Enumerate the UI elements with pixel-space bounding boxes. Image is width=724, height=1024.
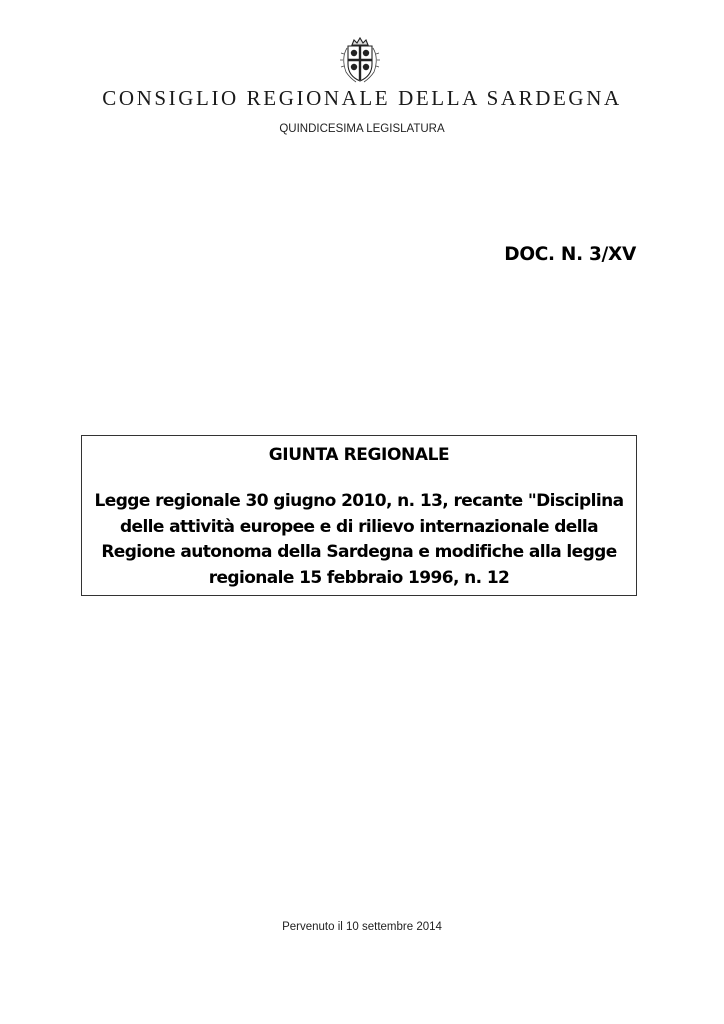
box-title: GIUNTA REGIONALE — [268, 445, 450, 465]
council-name: CONSIGLIO REGIONALE DELLA SARDEGNA — [102, 86, 622, 110]
received-date: Pervenuto il 10 settembre 2014 — [282, 921, 442, 933]
sardinia-coat-of-arms-icon — [338, 36, 382, 84]
legislature-subtitle: QUINDICESIMA LEGISLATURA — [279, 123, 445, 135]
box-subject-text: Legge regionale 30 giugno 2010, n. 13, recante "Disciplina delle attività europee e di rilievo internazionale della Regione autonoma della Sardegna e modifiche alla legge regionale 15 febbraio 1996, n. 12 — [94, 491, 624, 588]
subject-box — [81, 435, 637, 596]
document-number: DOC. N. 3/XV — [504, 244, 636, 265]
